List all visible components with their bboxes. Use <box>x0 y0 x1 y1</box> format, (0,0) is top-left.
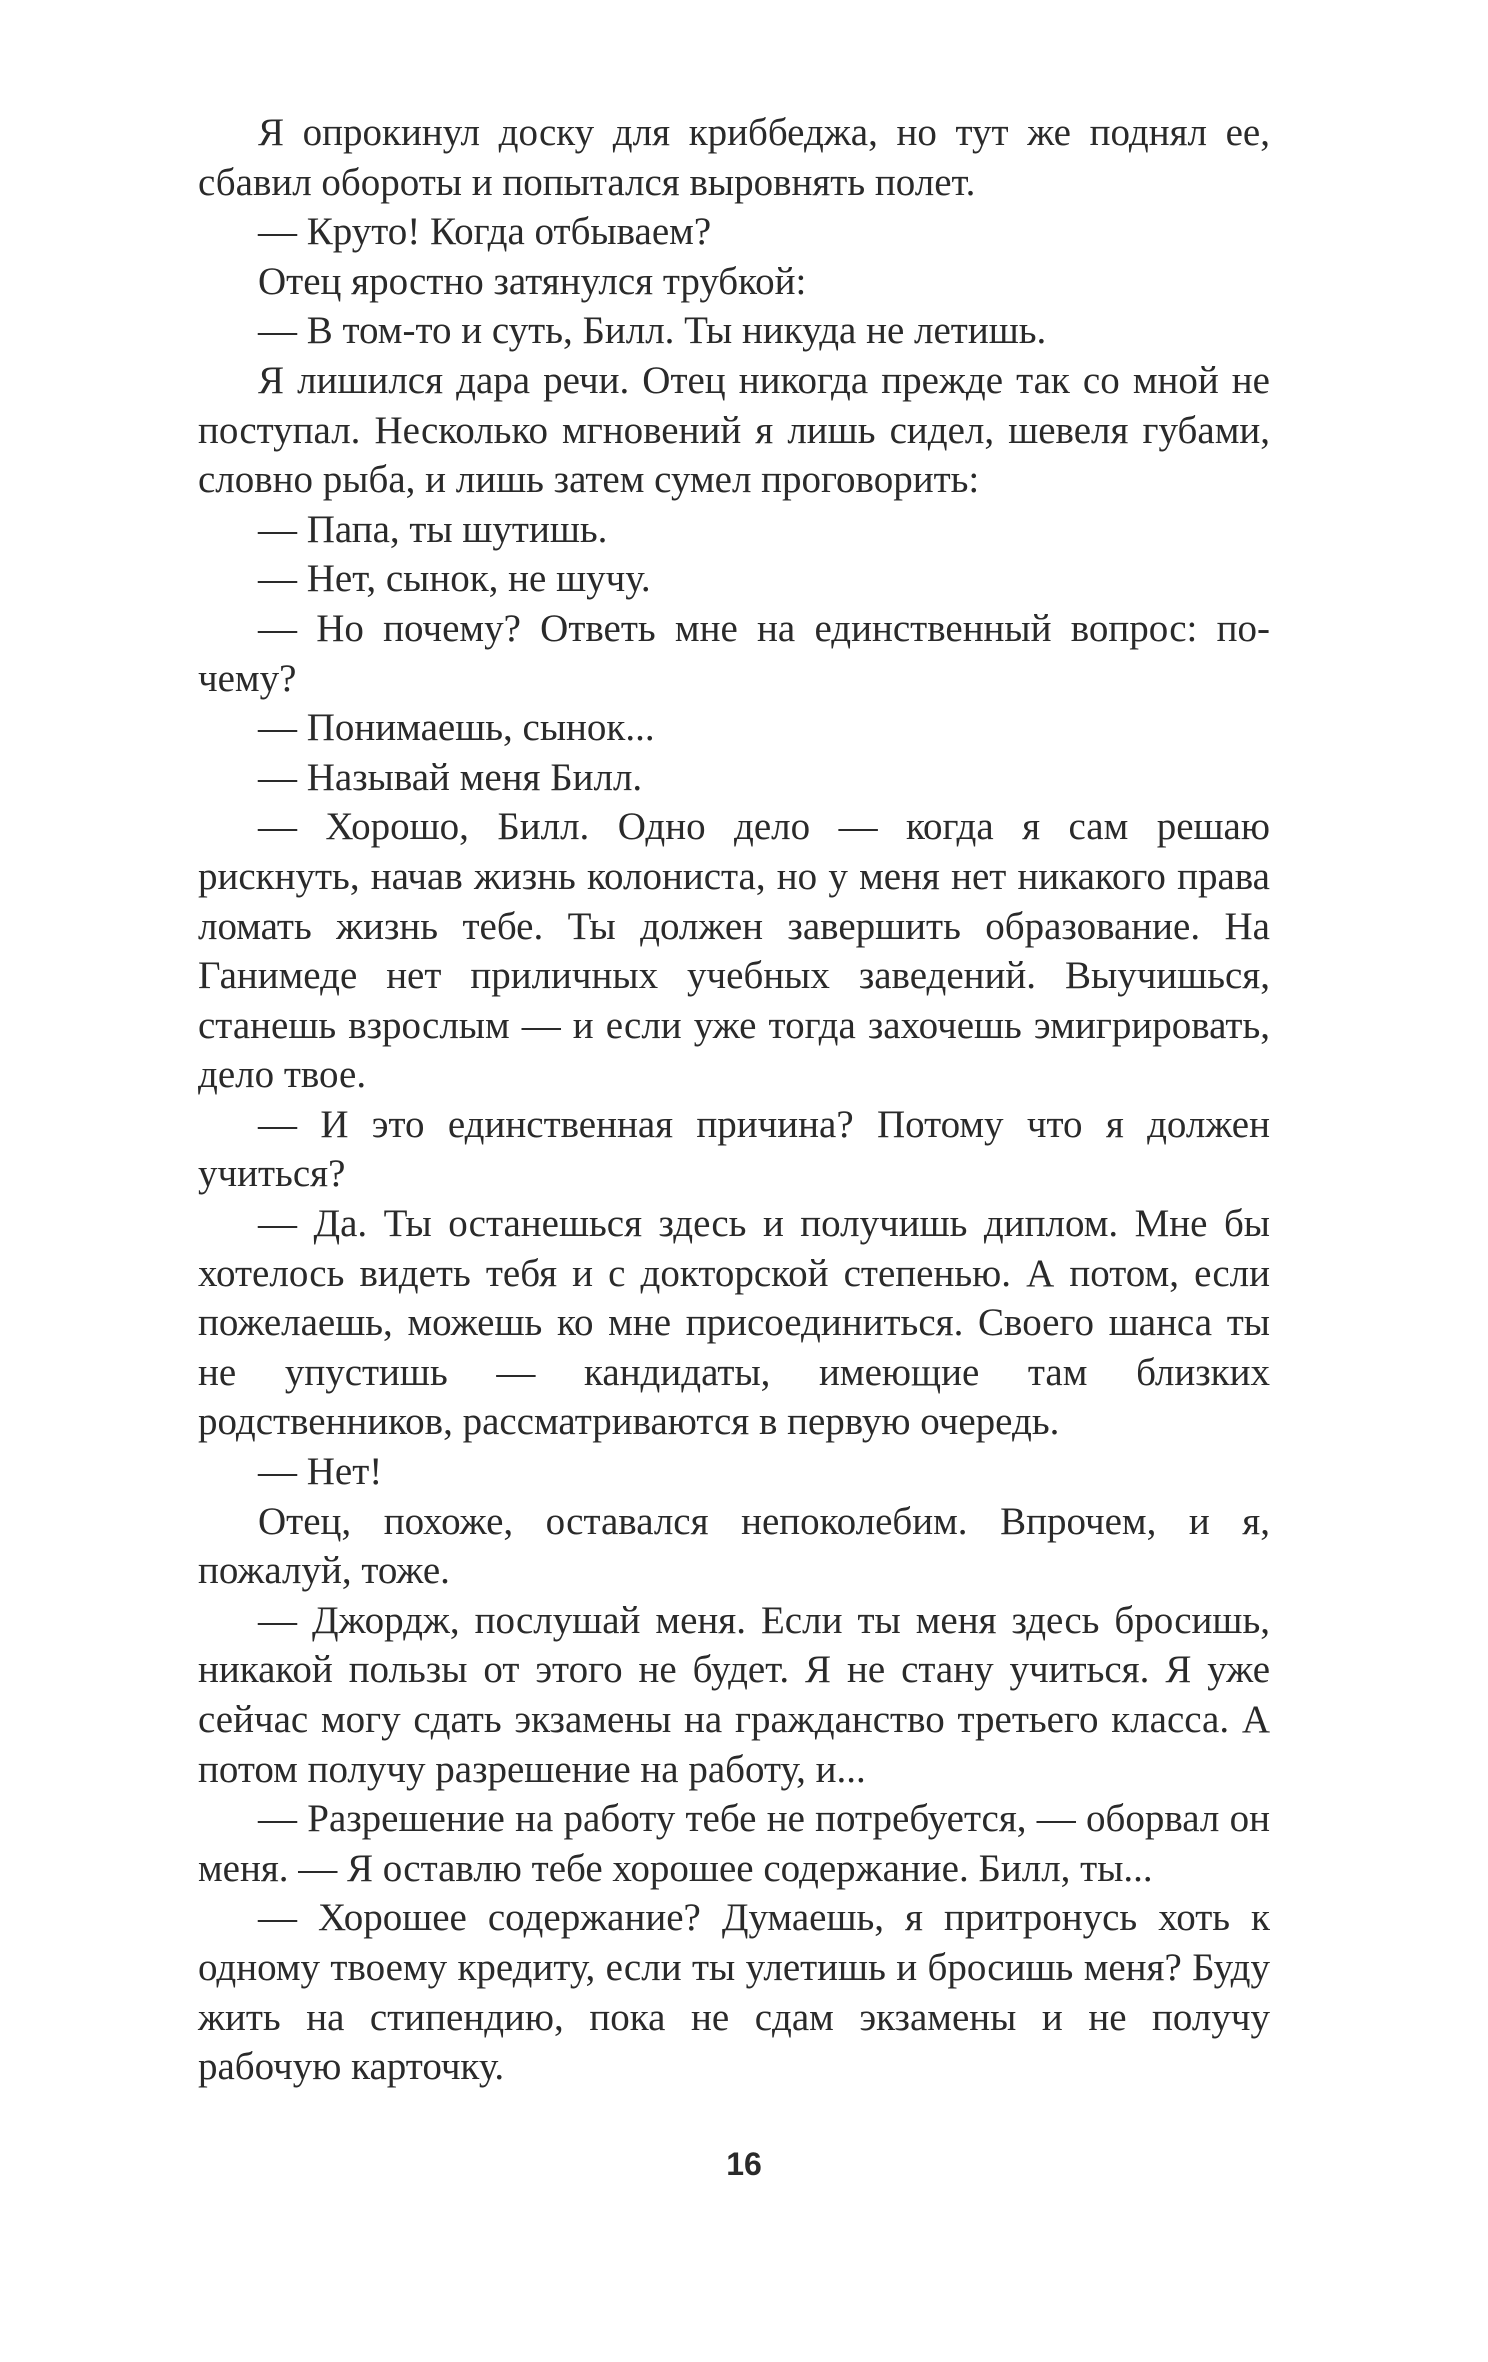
paragraph: — Называй меня Билл. <box>258 755 643 799</box>
paragraph: Отец яростно затянулся трубкой: <box>258 259 807 303</box>
paragraph: — Нет! <box>258 1450 383 1494</box>
paragraph: — Хорошее содержание? Думаешь, я притронусь хоть к одному твоему кредиту, если ты улетишь и бросишь меня? Буду жить на стипендию, пока не сдам экзамены и не получу рабочую карточку. <box>198 1896 1270 2089</box>
paragraph: — Нет, сынок, не шучу. <box>258 557 651 601</box>
paragraph: — Папа, ты шутишь. <box>258 507 608 551</box>
paragraph: — В том-то и суть, Билл. Ты никуда не летишь. <box>258 309 1047 353</box>
paragraph: — Понимаешь, сынок... <box>258 706 655 750</box>
page-number: 16 <box>726 2146 762 2182</box>
paragraph: Я лишился дара речи. Отец никогда прежде так со мной не поступал. Несколько мгновений я лишь сидел, шевеля губами, словно рыба, и лишь затем сумел проговорить: <box>198 358 1270 502</box>
paragraph: Я опрокинул доску для криббеджа, но тут же поднял ее, сбавил обороты и попытался выровнять полет. <box>198 111 1270 204</box>
paragraph: — И это единственная причина? Потому что я должен учиться? <box>198 1102 1270 1196</box>
paragraph: — Джордж, послушай меня. Если ты меня здесь бросишь, никакой пользы от этого не будет. Я не стану учиться. Я уже сейчас могу сдать экзамены на гражданство третьего класса. А потом получу разрешение на работу, и... <box>198 1598 1270 1791</box>
body-text <box>198 108 1270 2092</box>
paragraph: Отец, похоже, оставался непоколебим. Впрочем, и я, пожалуй, тоже. <box>198 1499 1270 1593</box>
paragraph: — Хорошо, Билл. Одно дело — когда я сам решаю рискнуть, начав жизнь колониста, но у меня нет никакого права ломать жизнь тебе. Ты должен завершить образование. На Ганимеде нет приличных учебных заведений. Выучишься, станешь взрослым — и если уже тогда захочешь эмигрировать, дело твое. <box>198 805 1270 1097</box>
paragraph: — Но почему? Ответь мне на единственный вопрос: почему? <box>198 606 1270 700</box>
paragraph: — Да. Ты останешься здесь и получишь диплом. Мне бы хотелось видеть тебя и с докторской степенью. А потом, если пожелаешь, можешь ко мне присоединиться. Своего шанса ты не упустишь — кандидаты, имеющие там близких родственников, рассматриваются в первую очередь. <box>198 1202 1270 1444</box>
paragraph: — Разрешение на работу тебе не потребуется, — оборвал он меня. — Я оставлю тебе хорошее содержание. Билл, ты... <box>198 1797 1270 1890</box>
paragraph: — Круто! Когда отбываем? <box>258 210 712 254</box>
